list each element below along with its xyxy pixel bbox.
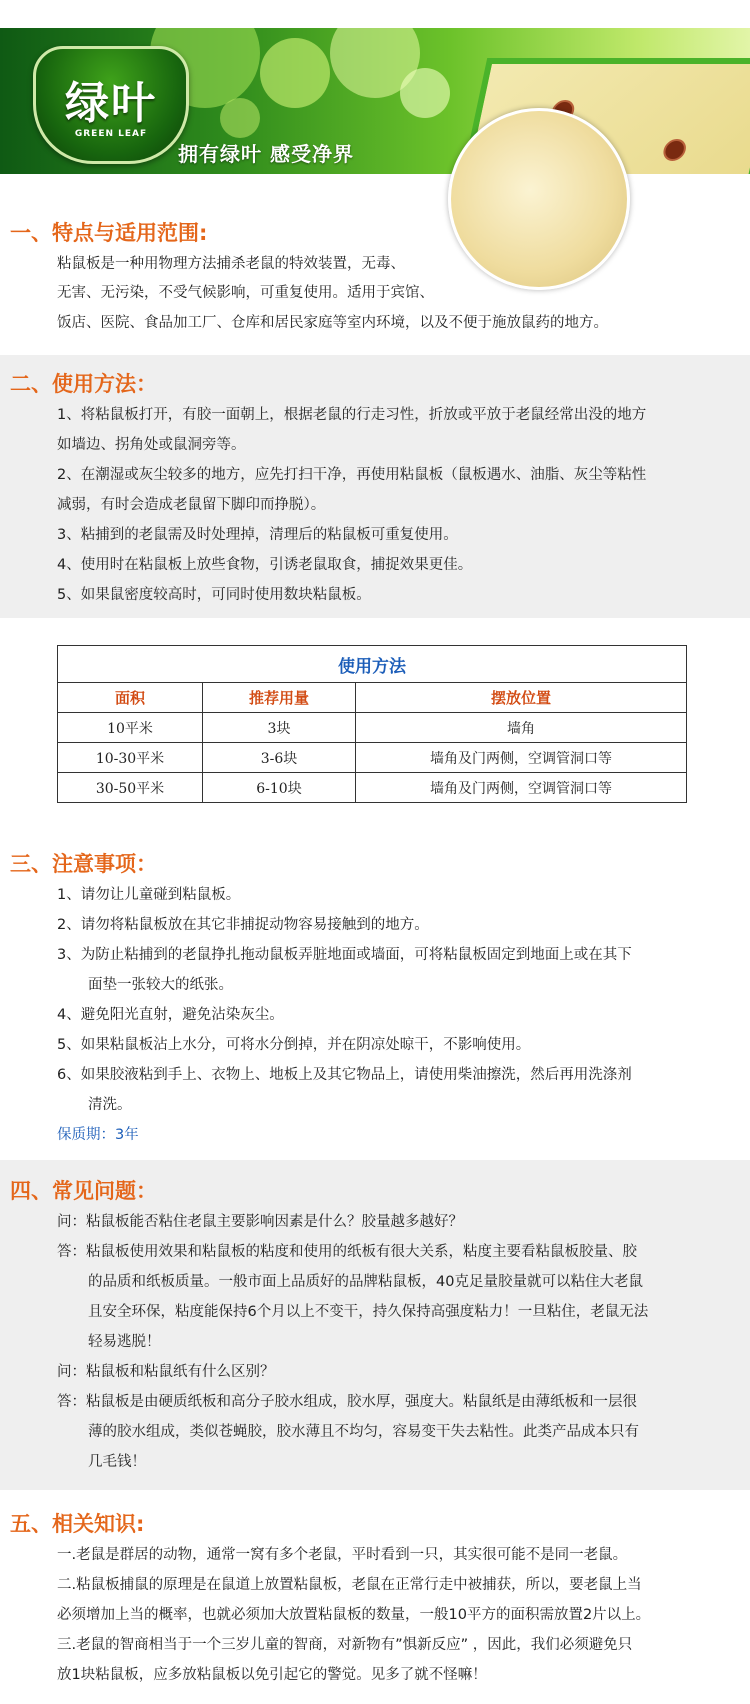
table-cell: 6-10块	[203, 773, 356, 803]
text-line: 2、请勿将粘鼠板放在其它非捕捉动物容易接触到的地方。	[57, 917, 429, 933]
shelf-life: 保质期：3年	[57, 1127, 139, 1143]
table-cell: 墙角及门两侧，空调管洞口等	[356, 773, 687, 803]
faq-answer-line: 轻易逃脱！	[88, 1334, 161, 1350]
faq-answer-line: 薄的胶水组成，类似苍蝇胶，胶水薄且不均匀，容易变干失去粘性。此类产品成本只有	[88, 1424, 639, 1440]
text-line: 粘鼠板是一种用物理方法捕杀老鼠的特效装置，无毒、	[57, 256, 405, 272]
text-line: 饭店、医院、食品加工厂、仓库和居民家庭等室内环境，以及不便于施放鼠药的地方。	[57, 315, 608, 331]
table-cell: 3-6块	[203, 743, 356, 773]
table-caption: 使用方法	[58, 646, 687, 683]
section-title: 三、注意事项：	[10, 852, 157, 876]
table-cell: 10平米	[58, 713, 203, 743]
table-cell: 墙角	[356, 713, 687, 743]
text-line: 一.老鼠是群居的动物，通常一窝有多个老鼠，平时看到一只，其实很可能不是同一老鼠。	[57, 1547, 628, 1563]
section-title: 一、特点与适用范围:	[10, 221, 208, 245]
table-cell: 墙角及门两侧，空调管洞口等	[356, 743, 687, 773]
decor-bubble	[260, 38, 330, 108]
table-cell: 3块	[203, 713, 356, 743]
text-line: 如墙边、拐角处或鼠洞旁等。	[57, 437, 246, 453]
logo-subtitle: GREEN LEAF	[74, 129, 148, 139]
text-line: 二.粘鼠板捕鼠的原理是在鼠道上放置粘鼠板，老鼠在正常行走中被捕获，所以，要老鼠上当	[57, 1577, 642, 1593]
text-line: 面垫一张较大的纸张。	[88, 977, 233, 993]
section-usage	[0, 355, 750, 618]
text-line: 6、如果胶液粘到手上、衣物上、地板上及其它物品上，请使用柴油擦洗，然后再用洗涤剂	[57, 1067, 632, 1083]
text-line: 4、避免阳光直射，避免沾染灰尘。	[57, 1007, 284, 1023]
section-title: 二、使用方法：	[10, 372, 157, 396]
brand-banner	[0, 28, 750, 174]
faq-answer-line: 几毛钱！	[88, 1454, 146, 1470]
faq-answer: 答：粘鼠板使用效果和粘鼠板的粘度和使用的纸板有很大关系，粘度主要看粘鼠板胶量、胶	[57, 1244, 637, 1260]
section-knowledge	[0, 1495, 750, 1704]
usage-table	[57, 645, 687, 803]
section-title: 四、常见问题：	[10, 1179, 157, 1203]
logo-text: 绿叶	[65, 78, 157, 129]
table-header: 摆放位置	[356, 683, 687, 713]
text-line: 无害、无污染，不受气候影响，可重复使用。适用于宾馆、	[57, 285, 434, 301]
text-line: 减弱，有时会造成老鼠留下脚印而挣脱）。	[57, 497, 326, 513]
text-line: 4、使用时在粘鼠板上放些食物，引诱老鼠取食，捕捉效果更佳。	[57, 557, 473, 573]
text-line: 三.老鼠的智商相当于一个三岁儿童的智商，对新物有”惧新反应” ，因此，我们必须避免只	[57, 1637, 633, 1653]
table-row	[58, 713, 687, 743]
faq-answer-line: 的品质和纸板质量。一般市面上品质好的品牌粘鼠板，40克足量胶量就可以粘住大老鼠	[88, 1274, 643, 1290]
banner-slogan: 拥有绿叶 感受净界	[178, 142, 354, 166]
text-line: 清洗。	[88, 1097, 132, 1113]
table-row	[58, 743, 687, 773]
faq-question: 问：粘鼠板能否粘住老鼠主要影响因素是什么？胶量越多越好？	[57, 1214, 463, 1230]
text-line: 5、如果鼠密度较高时，可同时使用数块粘鼠板。	[57, 587, 371, 603]
text-line: 2、在潮湿或灰尘较多的地方，应先打扫干净，再使用粘鼠板（鼠板遇水、油脂、灰尘等粘性	[57, 467, 647, 483]
text-line: 3、粘捕到的老鼠需及时处理掉，清理后的粘鼠板可重复使用。	[57, 527, 458, 543]
text-line: 3、为防止粘捕到的老鼠挣扎拖动鼠板弄脏地面或墙面，可将粘鼠板固定到地面上或在其下	[57, 947, 632, 963]
section-title: 五、相关知识:	[10, 1512, 145, 1536]
section-precautions	[0, 838, 750, 1148]
green-leaf-logo	[33, 46, 189, 164]
table-header: 面积	[58, 683, 203, 713]
faq-answer-line: 且安全环保，粘度能保持6个月以上不变干，持久保持高强度粘力！一旦粘住，老鼠无法	[88, 1304, 649, 1320]
text-line: 1、将粘鼠板打开，有胶一面朝上，根据老鼠的行走习性，折放或平放于老鼠经常出没的地方	[57, 407, 647, 423]
table-cell: 10-30平米	[58, 743, 203, 773]
text-line: 放1块粘鼠板，应多放粘鼠板以免引起它的警觉。见多了就不怪嘛！	[57, 1667, 487, 1683]
decor-bubble	[220, 98, 260, 138]
section-faq	[0, 1160, 750, 1490]
table-cell: 30-50平米	[58, 773, 203, 803]
table-row	[58, 773, 687, 803]
text-line: 必须增加上当的概率，也就必须加大放置粘鼠板的数量，一般10平方的面积需放置2片以上。	[57, 1607, 651, 1623]
bait-dot	[661, 139, 688, 161]
text-line: 5、如果粘鼠板沾上水分，可将水分倒掉，并在阴凉处晾干，不影响使用。	[57, 1037, 531, 1053]
faq-answer: 答：粘鼠板是由硬质纸板和高分子胶水组成，胶水厚，强度大。粘鼠纸是由薄纸板和一层很	[57, 1394, 637, 1410]
decor-bubble	[400, 68, 450, 118]
section-features	[0, 200, 750, 350]
faq-question: 问：粘鼠板和粘鼠纸有什么区别？	[57, 1364, 275, 1380]
table-header: 推荐用量	[203, 683, 356, 713]
text-line: 1、请勿让儿童碰到粘鼠板。	[57, 887, 241, 903]
